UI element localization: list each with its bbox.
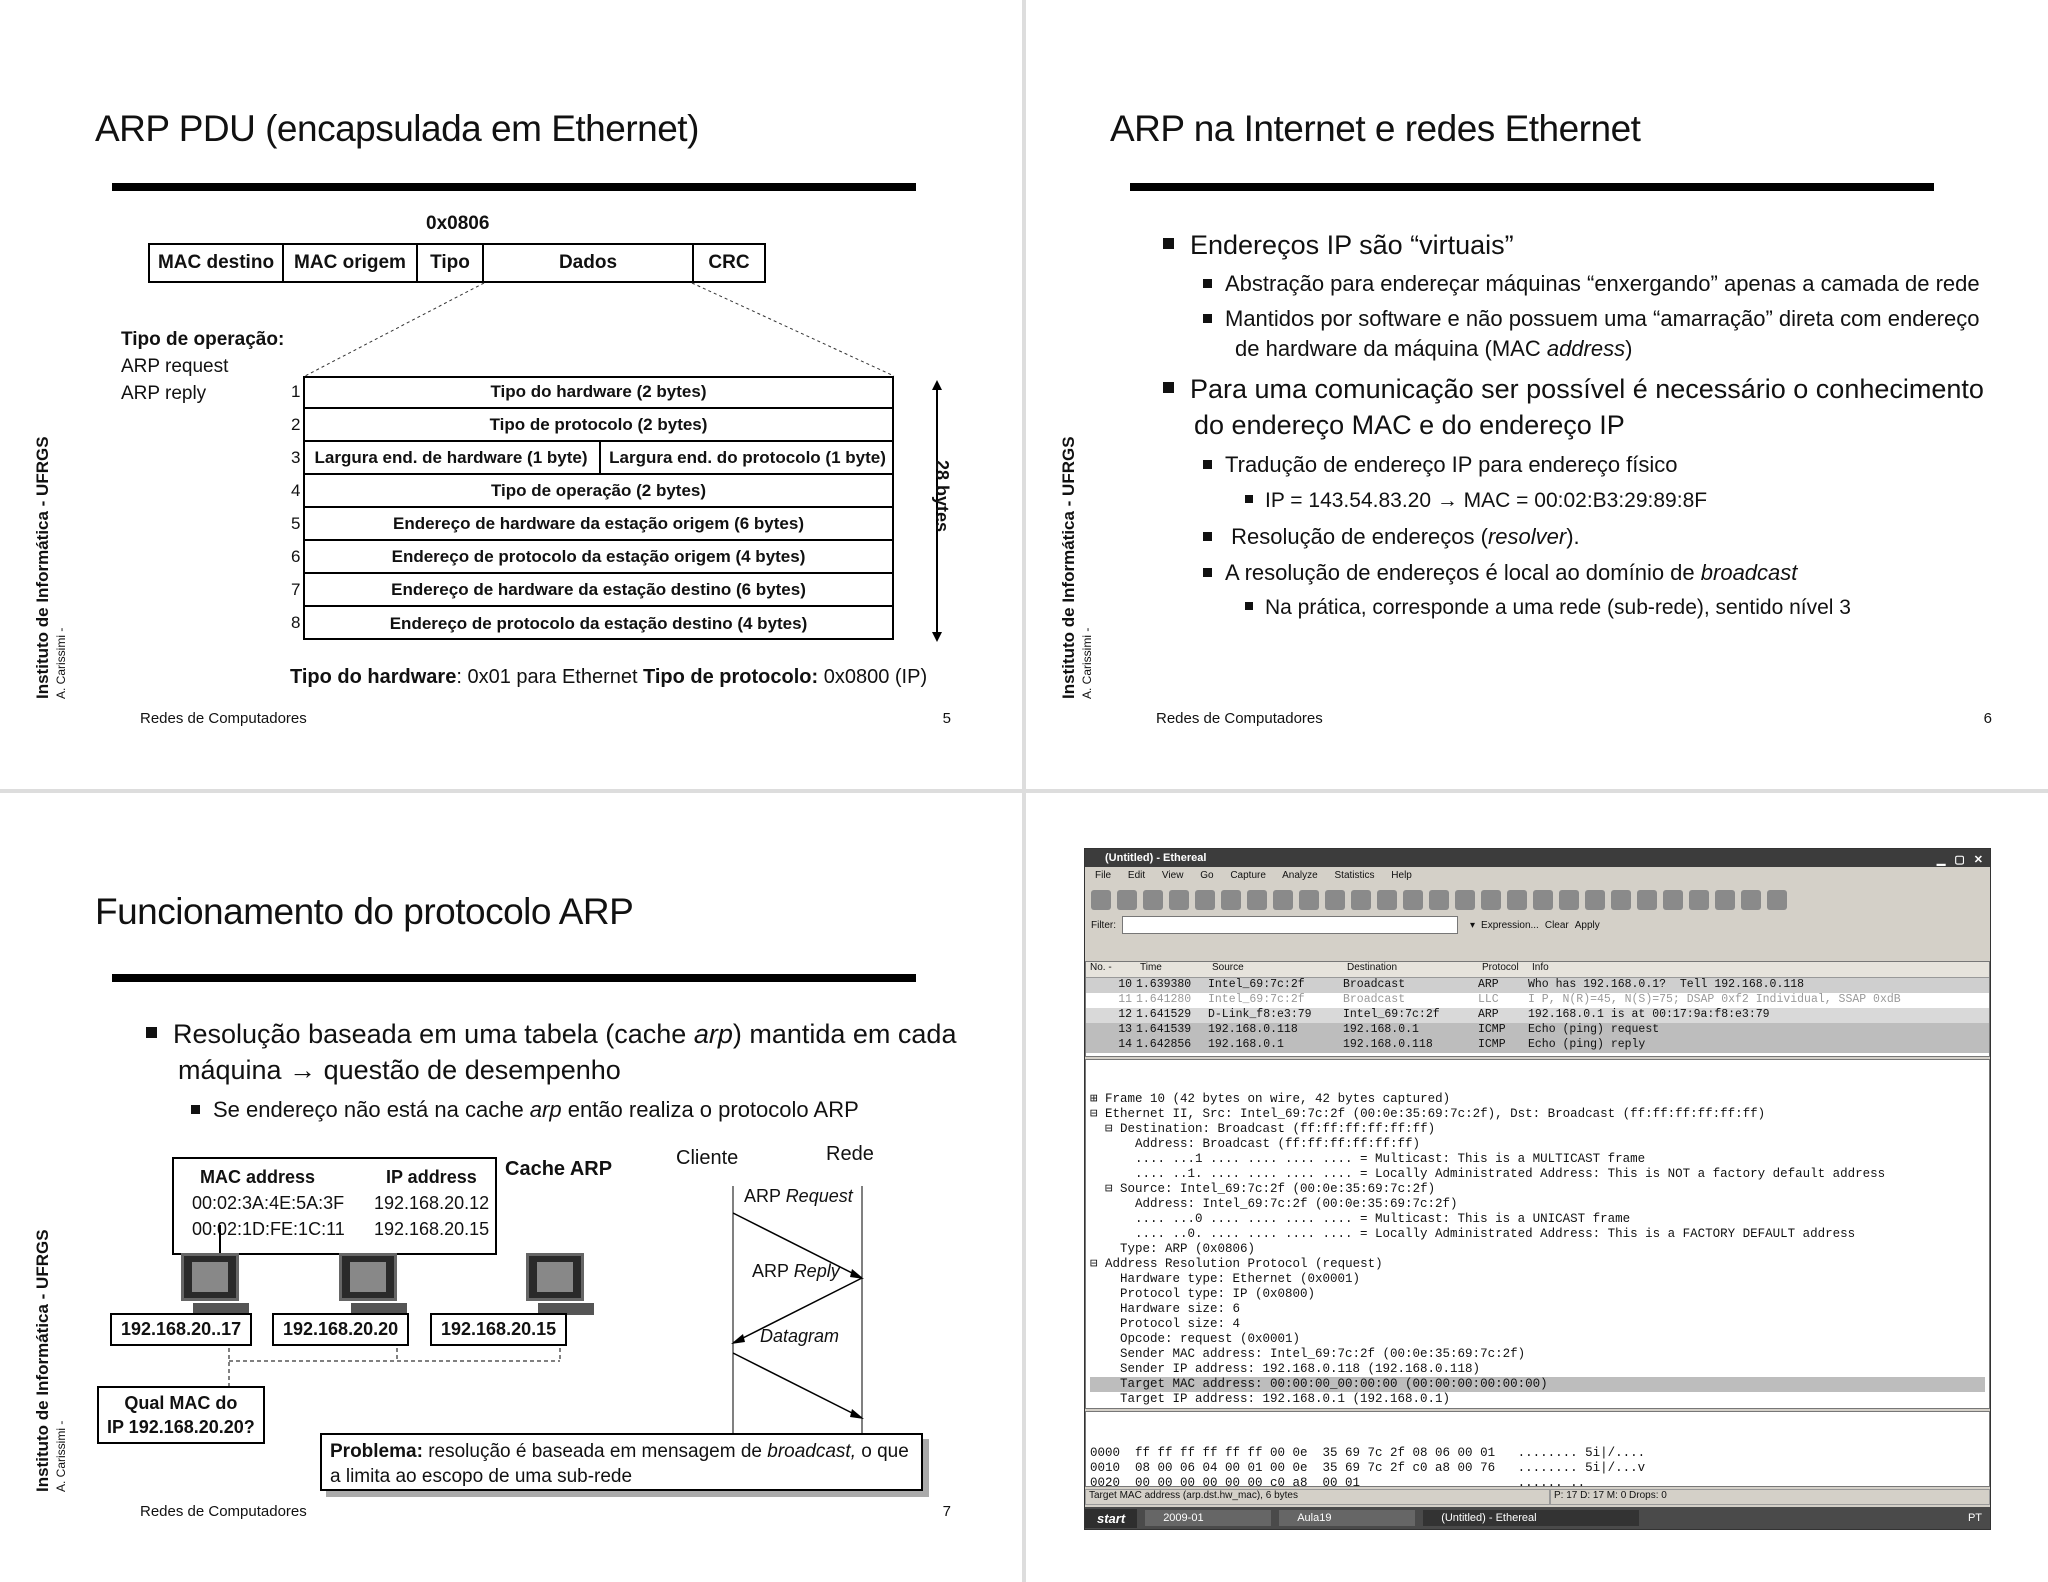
packet-details	[1085, 1059, 1990, 1409]
packet-cell: Who has 192.168.0.1? Tell 192.168.0.118	[1528, 978, 1805, 991]
packet-cell: ICMP	[1478, 1023, 1506, 1036]
packet-cell: 14	[1118, 1038, 1132, 1051]
detail-line[interactable]: Address: Broadcast (ff:ff:ff:ff:ff:ff)	[1090, 1137, 1421, 1151]
window-titlebar	[1085, 849, 1990, 867]
filter-apply[interactable]: Apply	[1574, 919, 1600, 931]
detail-line[interactable]: ⊞ Frame 10 (42 bytes on wire, 42 bytes captured)	[1090, 1092, 1451, 1106]
menu-view[interactable]: View	[1161, 870, 1184, 881]
title-rule	[1130, 183, 1934, 191]
problem-box: Problema: resolução é baseada em mensagem de broadcast, o que a limita ao escopo de uma sub-rede	[320, 1433, 923, 1491]
toolbar-icon[interactable]	[1403, 890, 1423, 910]
bullet: A resolução de endereços é local ao domínio de broadcast	[1203, 560, 1797, 586]
bullet-square-icon	[1203, 532, 1212, 541]
col-no[interactable]: No. -	[1090, 962, 1112, 973]
bullet: Abstração para endereçar máquinas “enxergando” apenas a camada de rede	[1203, 271, 1980, 297]
pdu-row-3-right: Largura end. do protocolo (1 byte)	[609, 447, 886, 467]
menu-go[interactable]: Go	[1200, 870, 1214, 881]
packet-cell: 192.168.0.118	[1343, 1038, 1433, 1051]
bullet: Para uma comunicação ser possível é necessário o conhecimento	[1163, 374, 1984, 405]
author-label: A. Carissimi -	[1080, 627, 1094, 699]
menu-statistics[interactable]: Statistics	[1334, 870, 1375, 881]
row-number: 7	[291, 580, 301, 599]
packet-row[interactable]	[1086, 1023, 1989, 1038]
operation-arp-reply: ARP reply	[121, 383, 207, 404]
detail-line[interactable]: Sender MAC address: Intel_69:7c:2f (00:0e:35:69:7c:2f)	[1090, 1347, 1526, 1361]
hardware-type-value: : 0x01 para Ethernet	[456, 666, 638, 688]
packet-row[interactable]	[1086, 1008, 1989, 1023]
filter-label: Filter:	[1091, 919, 1116, 931]
row-number: 3	[291, 448, 301, 467]
packet-cell: Echo (ping) request	[1528, 1023, 1660, 1036]
filter-bar	[1085, 915, 1990, 935]
col-source[interactable]: Source	[1212, 962, 1244, 973]
toolbar-icon[interactable]	[1637, 890, 1657, 910]
institute-label: Instituto de Informática - UFRGS	[1059, 436, 1078, 699]
pdu-row-1: Tipo do hardware (2 bytes)	[303, 376, 894, 409]
toolbar-icon[interactable]	[1741, 890, 1761, 910]
detail-line[interactable]: ⊟ Destination: Broadcast (ff:ff:ff:ff:ff:ff)	[1090, 1122, 1436, 1136]
packet-cell: D-Link_f8:e3:79	[1208, 1008, 1312, 1021]
hex-line: 0000 ff ff ff ff ff ff 00 0e 35 69 7c 2f 08 06 00 01 ........ 5i|/....	[1090, 1446, 1646, 1460]
sidebar	[33, 219, 68, 699]
col-protocol[interactable]: Protocol	[1482, 962, 1519, 973]
bullet-continuation: de hardware da máquina (MAC address)	[1235, 336, 1633, 361]
hex-line: 0020 00 00 00 00 00 00 c0 a8 00 01 ...... ..	[1090, 1476, 1586, 1487]
taskbar-item-doc[interactable]: Aula19	[1279, 1510, 1415, 1526]
row-number: 6	[291, 547, 301, 566]
toolbar-icon[interactable]	[1377, 890, 1397, 910]
pdu-row-3	[303, 442, 894, 475]
packet-cell: Broadcast	[1343, 993, 1406, 1006]
packet-cell: 1.641280	[1136, 993, 1192, 1006]
bullet: Se endereço não está na cache arp então realiza o protocolo ARP	[191, 1097, 859, 1123]
author-label: A. Carissimi -	[54, 627, 68, 699]
hex-pane	[1085, 1411, 1990, 1487]
frame-field-crc: CRC	[692, 243, 766, 283]
bullet: IP = 143.54.83.20 → MAC = 00:02:B3:29:89:8F	[1245, 489, 1707, 513]
filter-dropdown-icon[interactable]: ▾	[1470, 919, 1476, 931]
detail-line[interactable]: Sender IP address: 192.168.0.118 (192.168.0.118)	[1090, 1362, 1481, 1376]
toolbar-icon[interactable]	[1247, 890, 1267, 910]
toolbar-icon[interactable]	[1429, 890, 1449, 910]
msg-datagram: Datagram	[760, 1326, 840, 1346]
packet-cell: 192.168.0.1	[1208, 1038, 1284, 1051]
packet-cell: 192.168.0.118	[1208, 1023, 1298, 1036]
pdu-row-4: Tipo de operação (2 bytes)	[303, 475, 894, 508]
taskbar-item-ethereal[interactable]: (Untitled) - Ethereal	[1423, 1510, 1639, 1526]
pdu-row-3-left: Largura end. de hardware (1 byte)	[303, 442, 601, 473]
toolbar-icon[interactable]	[1611, 890, 1631, 910]
pdu-row-7: Endereço de hardware da estação destino (6 bytes)	[303, 574, 894, 607]
page-number: 5	[942, 710, 951, 727]
packet-cell: 192.168.0.1	[1343, 1023, 1419, 1036]
hardware-type-note	[290, 666, 638, 689]
hex-line: 0010 08 00 06 04 00 01 00 0e 35 69 7c 2f c0 a8 00 76 ........ 5i|/...v	[1090, 1461, 1646, 1475]
author-label: A. Carissimi -	[54, 1420, 68, 1492]
row-number: 8	[291, 613, 301, 632]
col-destination[interactable]: Destination	[1347, 962, 1398, 973]
packet-cell: Intel_69:7c:2f	[1343, 1008, 1440, 1021]
detail-line[interactable]: Target IP address: 192.168.0.1 (192.168.0.1)	[1090, 1392, 1451, 1406]
cache-header-mac: MAC address	[200, 1167, 316, 1187]
course-footer: Redes de Computadores	[140, 1503, 307, 1520]
toolbar-icon[interactable]	[1351, 890, 1371, 910]
slide-5	[0, 0, 1022, 789]
detail-line[interactable]: Type: ARP (0x0806)	[1090, 1242, 1256, 1256]
size-28-bytes: 28 bytes	[932, 460, 952, 533]
bullet-square-icon	[1245, 602, 1253, 610]
detail-line[interactable]: ⊟ Source: Intel_69:7c:2f (00:0e:35:69:7c:2f)	[1090, 1182, 1436, 1196]
bullet: Endereços IP são “virtuais”	[1163, 230, 1514, 261]
cache-mac-2: 00:02:1D:FE:1C:11	[192, 1219, 345, 1239]
cache-arp-label: Cache ARP	[505, 1158, 613, 1180]
detail-line[interactable]: .... ..1. .... .... .... .... = Locally Administrated Address: This is NOT a factory default address	[1090, 1167, 1886, 1181]
row-number: 1	[291, 382, 301, 401]
pdu-row-5: Endereço de hardware da estação origem (6 bytes)	[303, 508, 894, 541]
packet-list	[1085, 961, 1990, 1057]
bullet-square-icon	[1203, 314, 1212, 323]
bullet: Na prática, corresponde a uma rede (sub-rede), sentido nível 3	[1245, 596, 1851, 620]
msg-arp-reply: ARP Reply	[752, 1261, 840, 1281]
packet-cell: 1.641539	[1136, 1023, 1192, 1036]
status-left: Target MAC address (arp.dst.hw_mac), 6 bytes	[1085, 1489, 1550, 1505]
pdu-row-8: Endereço de protocolo da estação destino (4 bytes)	[389, 613, 808, 633]
col-time[interactable]: Time	[1140, 962, 1162, 973]
protocol-type-label: Tipo de protocolo:	[643, 666, 819, 688]
packet-cell: ICMP	[1478, 1038, 1506, 1051]
bullet-square-icon	[1163, 382, 1174, 393]
operation-type-label: Tipo de operação:	[121, 329, 285, 350]
packet-row[interactable]	[1086, 978, 1989, 993]
packet-cell: I P, N(R)=45, N(S)=75; DSAP 0xf2 Individual, SSAP 0xdB	[1528, 993, 1901, 1006]
detail-lines	[1090, 1092, 1985, 1407]
frame-field-mac-destination: MAC destino	[148, 243, 284, 283]
cache-mac-1: 00:02:3A:4E:5A:3F	[192, 1193, 345, 1213]
sidebar	[33, 1012, 68, 1492]
packet-cell: 13	[1118, 1023, 1132, 1036]
detail-line[interactable]: Opcode: request (0x0001)	[1090, 1332, 1301, 1346]
page-number: 7	[942, 1503, 951, 1520]
pdu-row-2: Tipo de protocolo (2 bytes)	[303, 409, 894, 442]
course-footer: Redes de Computadores	[1156, 710, 1323, 727]
slide-title: ARP na Internet e redes Ethernet	[1110, 108, 1641, 149]
detail-line[interactable]: ⊟ Ethernet II, Src: Intel_69:7c:2f (00:0e:35:69:7c:2f), Dst: Broadcast (ff:ff:ff:ff:ff:ff)	[1090, 1107, 1766, 1121]
packet-row[interactable]	[1086, 1038, 1989, 1053]
bullet-square-icon	[1203, 568, 1212, 577]
packet-cell: 1.639380	[1136, 978, 1192, 991]
slide-7	[0, 793, 1022, 1582]
packet-cell: 12	[1118, 1008, 1132, 1021]
row-number: 4	[291, 481, 301, 500]
menu-capture[interactable]: Capture	[1230, 870, 1266, 881]
operation-arp-request: ARP request	[121, 356, 229, 377]
institute-label: Instituto de Informática - UFRGS	[33, 436, 52, 699]
page-number: 6	[1983, 710, 1992, 727]
bullet: Tradução de endereço IP para endereço físico	[1203, 452, 1678, 478]
packet-cell: 1.642856	[1136, 1038, 1192, 1051]
slide-6	[1026, 0, 2048, 789]
toolbar-icon[interactable]	[1585, 890, 1605, 910]
detail-line[interactable]: ⊟ Address Resolution Protocol (request)	[1090, 1257, 1383, 1271]
toolbar-icon[interactable]	[1663, 890, 1683, 910]
filter-clear[interactable]: Clear	[1544, 919, 1569, 931]
frame-field-data: Dados	[482, 243, 694, 283]
detail-line[interactable]: .... ...1 .... .... .... .... = Multicast: This is a MULTICAST frame	[1090, 1152, 1646, 1166]
network-label: Rede	[826, 1143, 874, 1165]
window-title: (Untitled) - Ethereal	[1105, 852, 1207, 864]
bullet-square-icon	[1245, 495, 1253, 503]
packet-cell: ARP	[1478, 978, 1499, 991]
toolbar-icon[interactable]	[1689, 890, 1709, 910]
detail-line[interactable]: Hardware size: 6	[1090, 1302, 1241, 1316]
packet-cell: LLC	[1478, 993, 1499, 1006]
slide-8	[1026, 793, 2048, 1582]
host-ip-3: 192.168.20.15	[430, 1313, 567, 1346]
sidebar	[1059, 219, 1094, 699]
toolbar-icon[interactable]	[1559, 890, 1579, 910]
msg-arp-request: ARP Request	[744, 1186, 853, 1206]
packet-cell: 10	[1118, 978, 1132, 991]
row-number: 5	[291, 514, 301, 533]
toolbar-icon[interactable]	[1715, 890, 1735, 910]
packet-list-header	[1086, 962, 1989, 978]
toolbar-icon[interactable]	[1273, 890, 1293, 910]
cache-header-ip: IP address	[386, 1167, 477, 1187]
frame-field-type: Tipo	[416, 243, 484, 283]
detail-line[interactable]: Protocol size: 4	[1090, 1317, 1241, 1331]
bullet-square-icon	[1163, 238, 1174, 249]
packet-cell: Intel_69:7c:2f	[1208, 993, 1305, 1006]
toolbar-icon[interactable]	[1507, 890, 1527, 910]
pdu-row-6: Endereço de protocolo da estação origem (4 bytes)	[303, 541, 894, 574]
host-ip-2: 192.168.20.20	[272, 1313, 409, 1346]
toolbar-icon[interactable]	[1767, 890, 1787, 910]
course-footer: Redes de Computadores	[140, 710, 307, 727]
toolbar-icon[interactable]	[1091, 890, 1111, 910]
detail-line[interactable]: .... ..0. .... .... .... .... = Locally Administrated Address: This is a FACTORY DEFAULT address	[1090, 1227, 1856, 1241]
host-ip-1: 192.168.20..17	[110, 1313, 252, 1346]
operation-type-legend	[121, 326, 284, 407]
ethereal-window	[1084, 848, 1991, 1530]
toolbar-icon[interactable]	[1533, 890, 1553, 910]
status-right: P: 17 D: 17 M: 0 Drops: 0	[1550, 1489, 1990, 1505]
toolbar-icon[interactable]	[1455, 890, 1475, 910]
menu-analyze[interactable]: Analyze	[1282, 870, 1318, 881]
menu-bar	[1085, 867, 1990, 885]
packet-cell: ARP	[1478, 1008, 1499, 1021]
toolbar-icon[interactable]	[1143, 890, 1163, 910]
cache-ip-1: 192.168.20.12	[374, 1193, 490, 1213]
packet-cell: Intel_69:7c:2f	[1208, 978, 1305, 991]
filter-expression[interactable]: Expression...	[1481, 919, 1539, 931]
row-number: 2	[291, 415, 301, 434]
client-label: Cliente	[676, 1147, 739, 1169]
menu-help[interactable]: Help	[1391, 870, 1412, 881]
bullet-square-icon	[1203, 460, 1212, 469]
packet-rows	[1086, 978, 1989, 1053]
menu-edit[interactable]: Edit	[1127, 870, 1146, 881]
toolbar-icon[interactable]	[1117, 890, 1137, 910]
toolbar-icon[interactable]	[1221, 890, 1241, 910]
col-info[interactable]: Info	[1532, 962, 1549, 973]
menu-file[interactable]: File	[1095, 870, 1112, 881]
packet-row[interactable]	[1086, 993, 1989, 1008]
toolbar-icon[interactable]	[1169, 890, 1189, 910]
institute-label: Instituto de Informática - UFRGS	[33, 1229, 52, 1492]
slide-title: ARP PDU (encapsulada em Ethernet)	[95, 108, 699, 149]
protocol-type-value: 0x0800 (IP)	[818, 666, 928, 688]
frame-field-mac-source: MAC origem	[282, 243, 418, 283]
bullet-continuation: do endereço MAC e do endereço IP	[1194, 410, 1625, 440]
slide-title: Funcionamento do protocolo ARP	[95, 891, 634, 932]
window-controls[interactable]: ▁ ▢ ✕	[1936, 854, 1986, 866]
query-box: Qual MAC do IP 192.168.20.20?	[97, 1386, 265, 1444]
toolbar-icon[interactable]	[1299, 890, 1319, 910]
taskbar-item-folder[interactable]: 2009-01	[1145, 1510, 1271, 1526]
start-button[interactable]: start	[1085, 1509, 1137, 1528]
hex-lines	[1090, 1446, 1985, 1487]
status-bar	[1085, 1489, 1990, 1505]
detail-line[interactable]: Target MAC address: 00:00:00_00:00:00 (00:00:00:00:00:00)	[1090, 1377, 1985, 1392]
protocol-type-note	[643, 666, 927, 689]
detail-line[interactable]: Hardware type: Ethernet (0x0001)	[1090, 1272, 1361, 1286]
bullet-continuation: máquina → questão de desempenho	[178, 1055, 621, 1085]
detail-line[interactable]: Protocol type: IP (0x0800)	[1090, 1287, 1316, 1301]
hardware-type-label: Tipo do hardware	[290, 666, 457, 688]
packet-cell: 1.641529	[1136, 1008, 1192, 1021]
ethertype-code: 0x0806	[426, 213, 490, 234]
toolbar-icon[interactable]	[1325, 890, 1345, 910]
packet-cell: 192.168.0.1 is at 00:17:9a:f8:e3:79	[1528, 1008, 1770, 1021]
detail-line[interactable]: .... ...0 .... .... .... .... = Multicast: This is a UNICAST frame	[1090, 1212, 1631, 1226]
taskbar	[1085, 1507, 1990, 1529]
bullet: Mantidos por software e não possuem uma “amarração” direta com endereço	[1203, 306, 1979, 332]
tray-lang: PT	[1967, 1512, 1982, 1524]
bullet: Resolução de endereços (resolver).	[1203, 524, 1580, 550]
cache-ip-2: 192.168.20.15	[374, 1219, 490, 1239]
toolbar-icon[interactable]	[1481, 890, 1501, 910]
toolbar	[1085, 885, 1990, 915]
packet-cell: Broadcast	[1343, 978, 1406, 991]
detail-line[interactable]: Address: Intel_69:7c:2f (00:0e:35:69:7c:2f)	[1090, 1197, 1458, 1211]
bullet: Resolução baseada em uma tabela (cache arp) mantida em cada	[146, 1019, 956, 1050]
bullet-square-icon	[1203, 279, 1212, 288]
packet-cell: 11	[1118, 993, 1132, 1006]
packet-cell: Echo (ping) reply	[1528, 1038, 1646, 1051]
filter-input[interactable]	[1122, 916, 1458, 934]
toolbar-icon[interactable]	[1195, 890, 1215, 910]
